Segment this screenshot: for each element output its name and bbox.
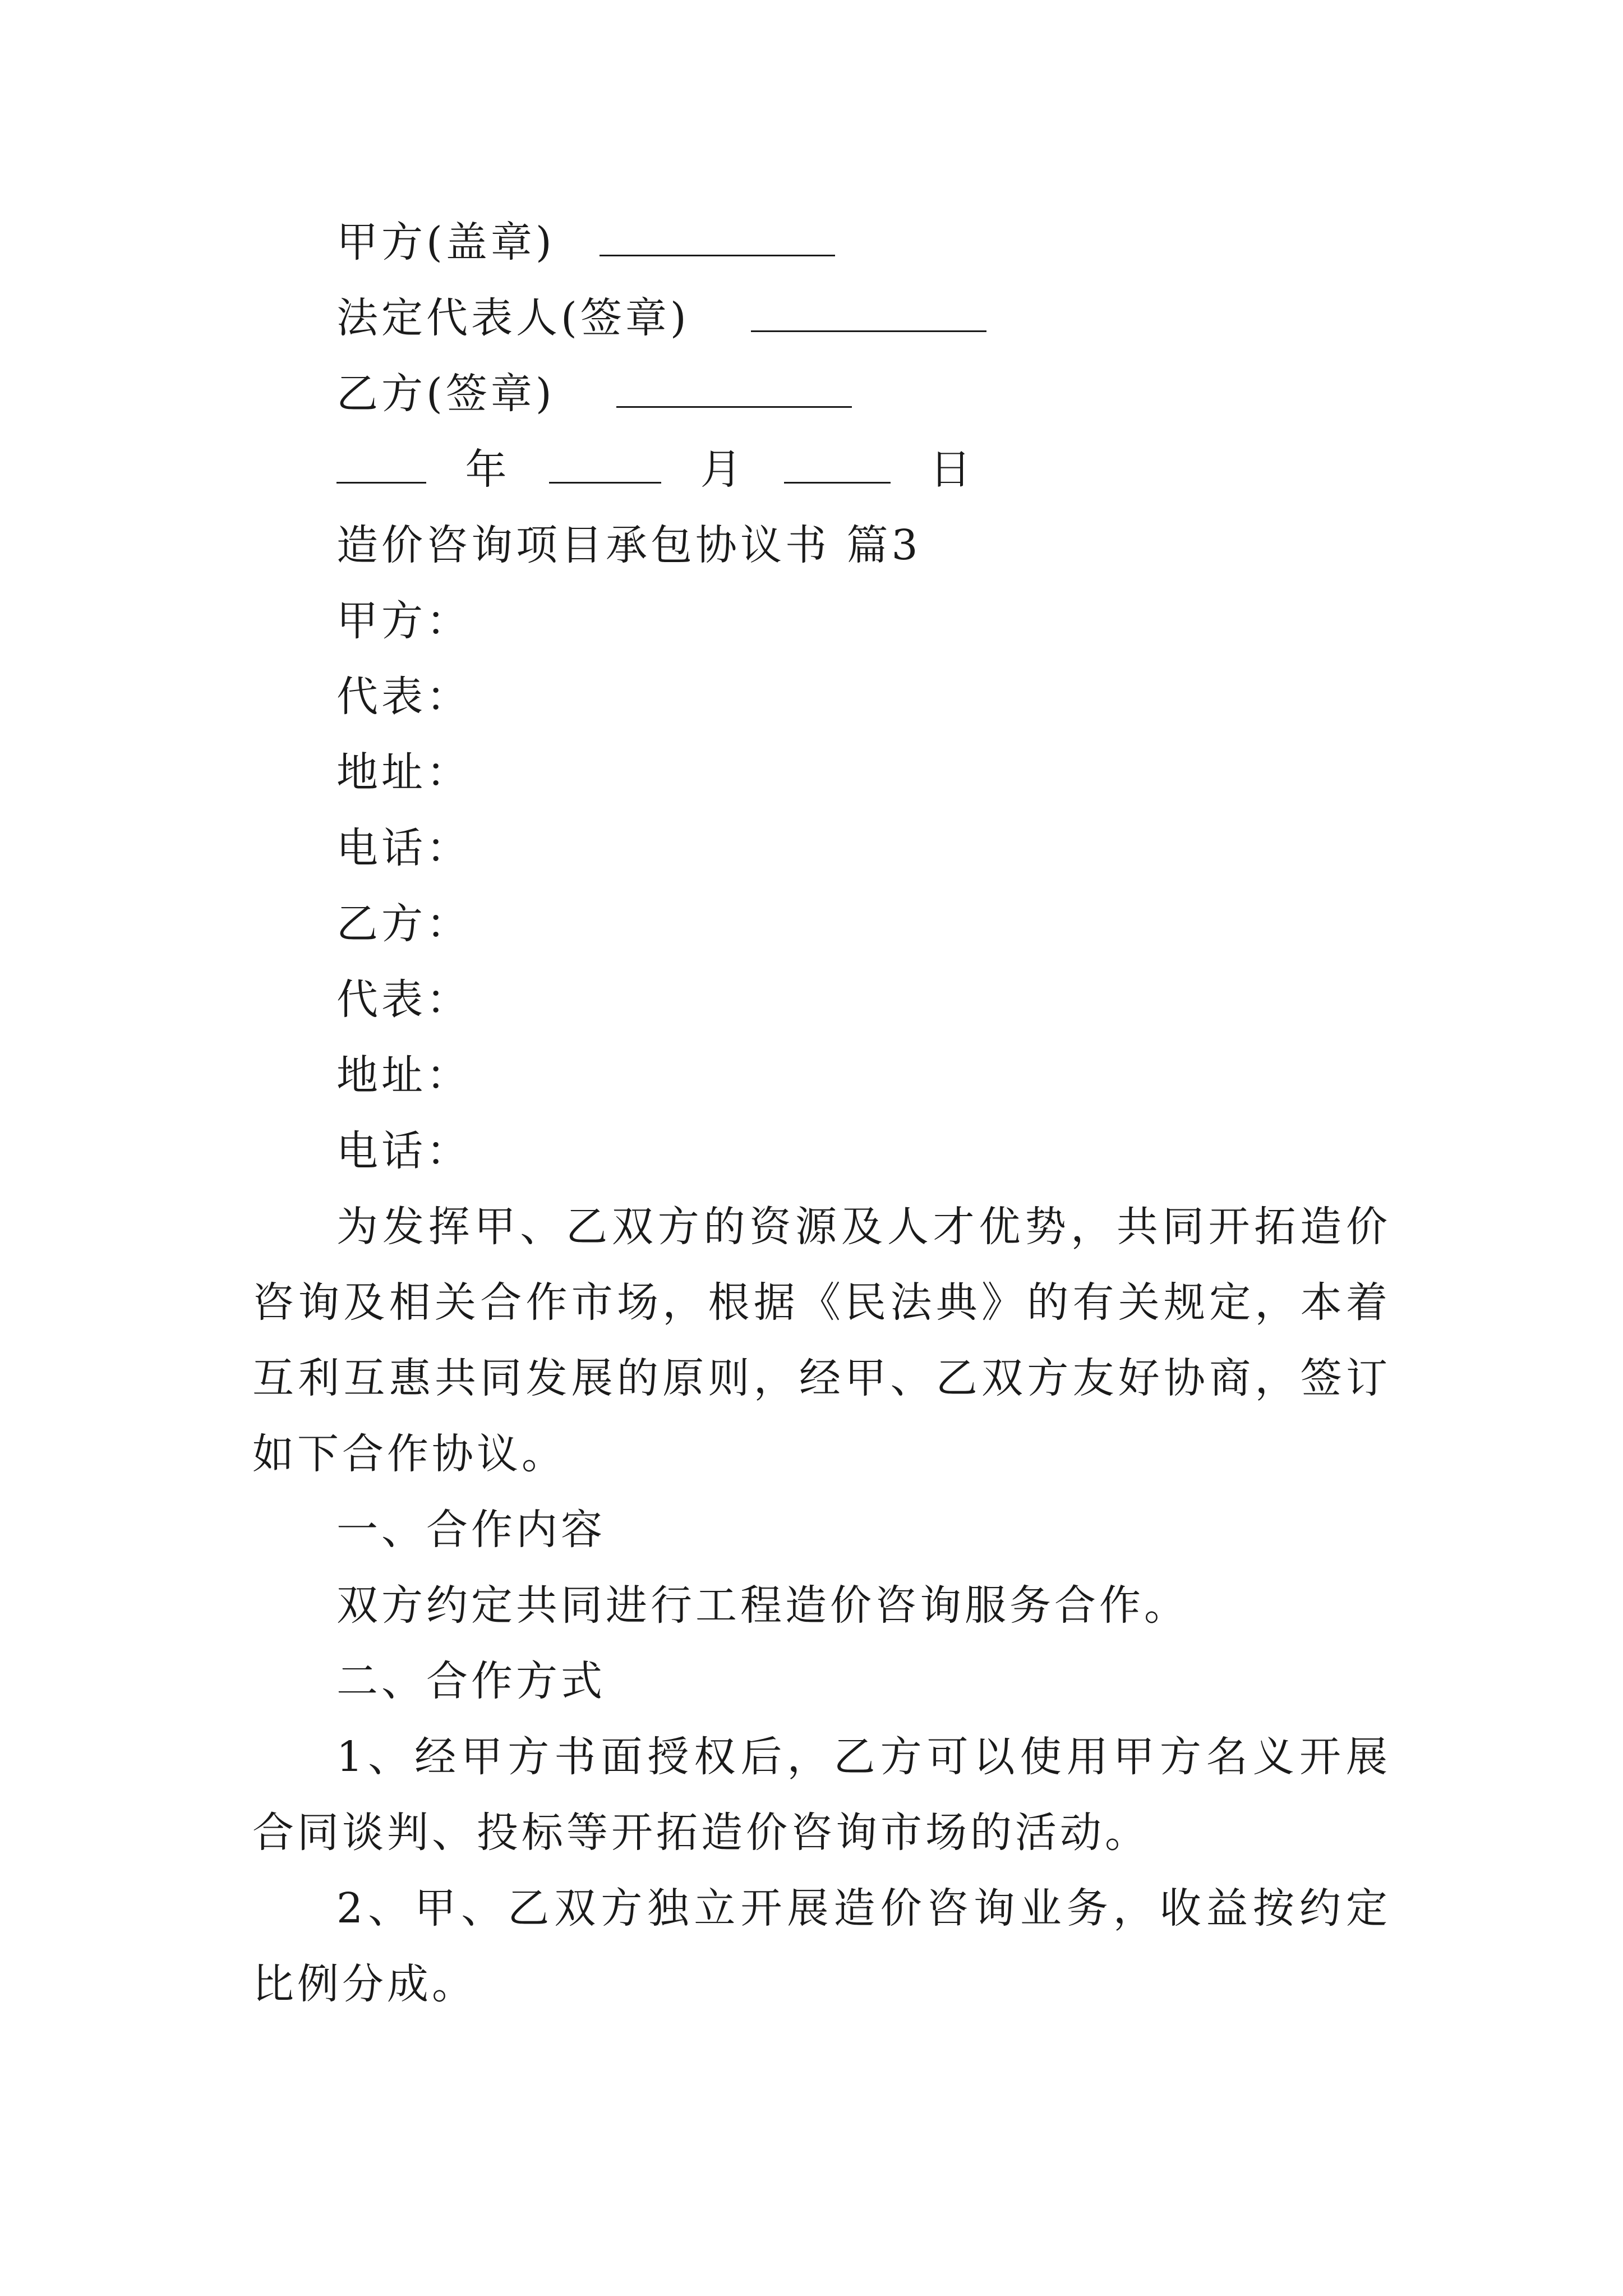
- party-a-label: 甲方：: [336, 597, 471, 645]
- day-label: 日: [929, 445, 975, 494]
- day-blank: [784, 443, 891, 484]
- party-b-rep: 代表：: [336, 976, 471, 1024]
- party-a-address: 地址：: [336, 748, 471, 797]
- intro-paragraph: 为发挥甲、乙双方的资源及人才优势，共同开拓造价咨询及相关合作市场，根据《民法典》的有关规定，本着互利互惠共同发展的原则，经甲、乙双方友好协商，签订如下合作协议。: [252, 1203, 1391, 1478]
- year-label: 年: [465, 445, 510, 494]
- legal-rep-sign-label: 法定代表人(签章): [336, 294, 690, 342]
- party-a-seal-blank: [600, 215, 835, 256]
- party-b-label: 乙方：: [336, 900, 471, 948]
- legal-rep-sign-blank: [751, 291, 986, 332]
- clause1-body: 双方约定共同进行工程造价咨询服务合作。: [336, 1581, 1189, 1630]
- month-blank: [549, 443, 661, 484]
- party-b-sign-label: 乙方(签章): [336, 370, 555, 418]
- month-label: 月: [700, 445, 745, 494]
- party-b-sign-line: [252, 356, 1391, 432]
- party-b-address: 地址：: [336, 1051, 471, 1099]
- signature-block: [252, 205, 1391, 2022]
- clause2-item1: 1、经甲方书面授权后，乙方可以使用甲方名义开展合同谈判、投标等开拓造价咨询市场的活动。: [252, 1733, 1391, 1857]
- clause2-heading: 二、合作方式: [336, 1657, 606, 1705]
- party-a-rep: 代表：: [336, 673, 471, 721]
- party-a-phone: 电话：: [336, 824, 471, 872]
- clause1-heading: 一、合作内容: [336, 1506, 606, 1554]
- legal-rep-sign-line: [252, 280, 1391, 356]
- party-b-sign-blank: [616, 367, 852, 408]
- party-b-phone: 电话：: [336, 1127, 471, 1175]
- date-line: [252, 432, 1391, 508]
- section-title: 造价咨询项目承包协议书 篇3: [336, 521, 921, 569]
- party-a-seal-label: 甲方(盖章): [336, 218, 555, 266]
- party-a-seal-line: [252, 205, 1391, 280]
- year-blank: [336, 443, 426, 484]
- clause2-item2: 2、甲、乙双方独立开展造价咨询业务，收益按约定比例分成。: [252, 1884, 1391, 2008]
